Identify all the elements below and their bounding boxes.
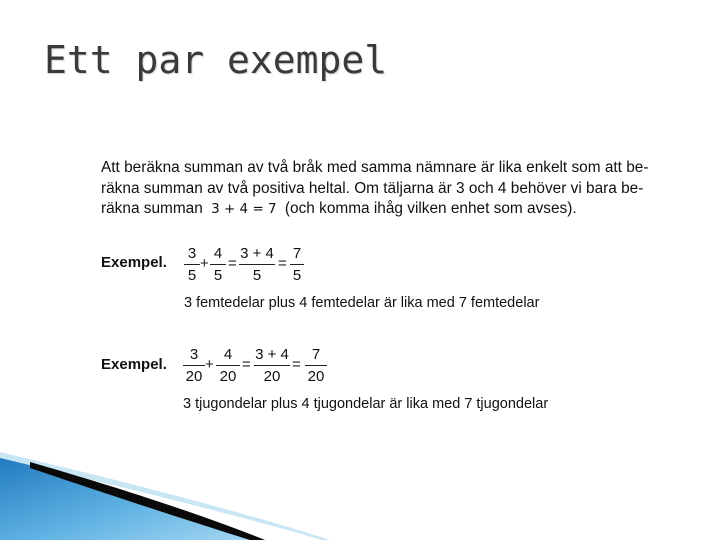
equals-operator: = [228, 255, 237, 272]
fraction-bar [239, 264, 275, 265]
decorative-corner-swoosh [0, 440, 720, 540]
example-2-fraction-4 [305, 346, 327, 385]
numerator: 7 [292, 245, 302, 262]
numerator: 3 + 4 [240, 245, 274, 262]
numerator: 7 [311, 346, 321, 363]
intro-line-3-end: (och komma ihåg vilken enhet som avses). [284, 200, 577, 217]
equals-operator: = [242, 356, 251, 373]
fraction-bar [290, 264, 304, 265]
denominator: 5 [187, 267, 197, 284]
equals-operator: = [292, 356, 301, 373]
example-2-label: Exempel. [101, 356, 167, 373]
plus-operator: + [205, 356, 214, 373]
fraction-bar [210, 264, 226, 265]
intro-line-1: Att beräkna summan av två bråk med samma nämnare är lika enkelt som att be- [101, 159, 649, 176]
example-2-caption: 3 tjugondelar plus 4 tjugondelar är lika med 7 tjugondelar [183, 396, 549, 412]
fraction-bar [254, 365, 290, 366]
example-2-fraction-1 [183, 346, 205, 385]
fraction-bar [184, 264, 200, 265]
denominator: 20 [263, 368, 281, 385]
numerator: 4 [213, 245, 223, 262]
numerator: 3 [189, 346, 199, 363]
example-1-label: Exempel. [101, 254, 167, 271]
intro-line-3-start: räkna summan [101, 200, 203, 217]
denominator: 20 [307, 368, 325, 385]
intro-paragraph [101, 158, 671, 220]
denominator: 20 [185, 368, 203, 385]
intro-expression: 3 + 4 = 7 [211, 201, 277, 217]
equals-operator: = [278, 255, 287, 272]
numerator: 3 [187, 245, 197, 262]
intro-line-2: räkna summan av två positiva heltal. Om täljarna är 3 och 4 behöver vi bara be- [101, 179, 644, 197]
example-1-caption: 3 femtedelar plus 4 femtedelar är lika med 7 femtedelar [184, 295, 540, 311]
denominator: 5 [292, 267, 302, 284]
intro-line-3 [101, 199, 671, 220]
fraction-bar [305, 365, 327, 366]
example-2-fraction-3 [254, 346, 290, 385]
denominator: 20 [219, 368, 237, 385]
numerator: 4 [223, 346, 233, 363]
fraction-bar [183, 365, 205, 366]
example-1-fraction-2 [210, 245, 226, 284]
denominator: 5 [213, 267, 223, 284]
example-1-fraction-1 [184, 245, 200, 284]
slide-title: Ett par exempel [44, 38, 388, 82]
fraction-bar [216, 365, 240, 366]
numerator: 3 + 4 [255, 346, 289, 363]
denominator: 5 [252, 267, 262, 284]
example-1-fraction-3 [239, 245, 275, 284]
example-2-fraction-2 [216, 346, 240, 385]
example-1-fraction-4 [290, 245, 304, 284]
plus-operator: + [200, 255, 209, 272]
